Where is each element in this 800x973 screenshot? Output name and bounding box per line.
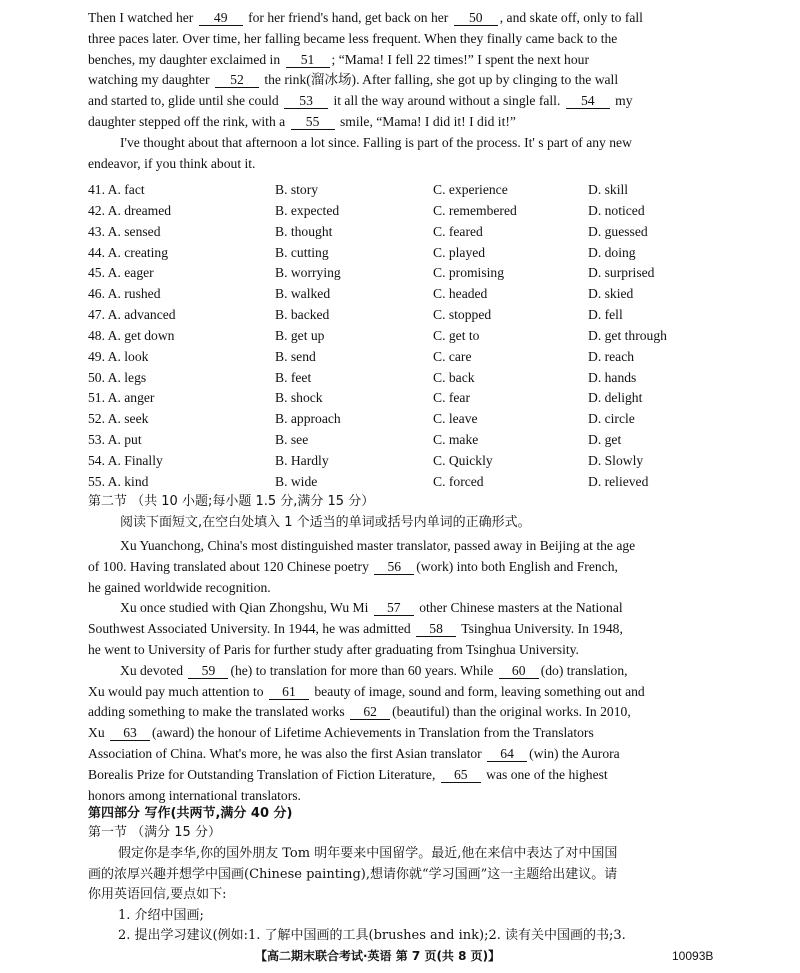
option-row: 47. A. advanced B. backed C. stopped D. fell [88,307,623,323]
passage-line: adding something to make the translated works 62 (beautiful) than the original works. In 2010, [88,704,631,720]
footer-code: 10093B [672,949,714,963]
grammar-passage [88,536,712,806]
passage-line: honors among international translators. [88,787,301,803]
page-footer [0,946,800,966]
option-row: 41. A. fact B. story C. experience D. skill [88,182,629,197]
blank-60: 60 [499,663,539,679]
option-row: 50. A. legs B. feet C. back D. hands [88,369,637,385]
cloze-passage-continuation [88,8,712,174]
option-row: 53. A. put B. see C. make D. get [88,432,622,448]
passage-line: watching my daughter 52 the rink(溜冰场). After falling, she got up by clinging to the wall [88,72,619,88]
section-2-instruction: 阅读下面短文,在空白处填入 1 个适当的单词或括号内单词的正确形式。 [120,515,531,530]
passage-line: endeavor, if you think about it. [88,155,256,171]
writing-prompt [88,844,712,947]
passage-line: Xu 63 (award) the honour of Lifetime Achievements in Translation from the Translators [88,725,594,741]
option-row: 51. A. anger B. shock C. fear D. delight [88,390,643,406]
option-row: 43. A. sensed B. thought C. feared D. guessed [88,223,648,239]
passage-line: daughter stepped off the rink, with a 55 smile, “Mama! I did it! I did it!” [88,113,516,129]
blank-51: 51 [286,52,330,68]
passage-line: Then I watched her 49 for her friend's hand, get back on her 50 , and skate off, only to fall [88,10,643,25]
part-4-section-1-heading: 第一节 （满分 15 分） [88,825,221,840]
option-row: 54. A. Finally B. Hardly C. Quickly D. Slowly [88,452,644,468]
prompt-line: 你用英语回信,要点如下: [88,887,227,902]
blank-57: 57 [374,600,414,616]
passage-line: three paces later. Over time, her falling became less frequent. When they finally came back to the [88,30,618,46]
passage-line: benches, my daughter exclaimed in 51 ; “Mama! I fell 22 times!” I spent the next hour [88,51,589,67]
passage-line: Southwest Associated University. In 1944, he was admitted 58 Tsinghua University. In 1948, [88,621,623,637]
blank-61: 61 [269,684,309,700]
prompt-line: 假定你是李华,你的国外朋友 Tom 明年要来中国留学。最近,他在来信中表达了对中国国 [118,846,618,861]
passage-line: Xu devoted 59 (he) to translation for more than 60 years. While 60 (do) translation, [120,662,628,678]
blank-62: 62 [350,704,390,720]
blank-56: 56 [374,559,414,575]
option-row: 55. A. kind B. wide C. forced D. relieved [88,473,649,489]
blank-49: 49 [199,10,243,26]
blank-55: 55 [291,114,335,130]
passage-line: Xu Yuanchong, China's most distinguished master translator, passed away in Beijing at the age [120,538,636,553]
passage-line: Borealis Prize for Outstanding Translation of Fiction Literature, 65 was one of the highest [88,766,608,782]
passage-line: Xu once studied with Qian Zhongshu, Wu Mi 57 other Chinese masters at the National [120,600,623,616]
footer-title: 【高二期末联合考试·英语 第 7 页(共 8 页)】 [255,949,501,963]
passage-line: Association of China. What's more, he was also the first Asian translator 64 (win) the Aurora [88,745,620,761]
option-row: 48. A. get down B. get up C. get to D. get through [88,327,667,343]
passage-line: he went to University of Paris for further study after graduating from Tsinghua University. [88,641,579,657]
prompt-line: 画的浓厚兴趣并想学中国画(Chinese painting),想请你就“学习国画”这一主题给出建议。请 [88,866,618,882]
passage-line: of 100. Having translated about 120 Chinese poetry 56 (work) into both English and French, [88,558,618,574]
option-row: 44. A. creating B. cutting C. played D. doing [88,244,636,260]
blank-64: 64 [487,746,527,762]
option-row: 42. A. dreamed B. expected C. remembered D. noticed [88,202,645,218]
option-row: 52. A. seek B. approach C. leave D. circle [88,411,635,427]
passage-line: and started to, glide until she could 53 it all the way around without a single fall. 54 my [88,93,633,109]
passage-line: he gained worldwide recognition. [88,579,271,595]
blank-58: 58 [416,621,456,637]
options-list [88,180,712,493]
blank-59: 59 [188,663,228,679]
blank-63: 63 [110,725,150,741]
part-4-heading: 第四部分 写作(共两节,满分 40 分) [88,806,293,821]
option-row: 46. A. rushed B. walked C. headed D. skied [88,286,634,302]
passage-line: I've thought about that afternoon a lot since. Falling is part of the process. It' s part of any new [120,134,632,150]
prompt-point: 1. 介绍中国画; [118,907,204,923]
blank-65: 65 [441,767,481,783]
section-2-heading: 第二节 （共 10 小题;每小题 1.5 分,满分 15 分） [88,494,375,509]
prompt-point: 2. 提出学习建议(例如:1. 了解中国画的工具(brushes and ink);2. 读有关中国画的书;3. [118,928,626,943]
blank-50: 50 [454,10,498,26]
option-row: 45. A. eager B. worrying C. promising D. surprised [88,265,655,281]
passage-line: Xu would pay much attention to 61 beauty of image, sound and form, leaving something out and [88,683,645,699]
blank-52: 52 [215,72,259,88]
blank-54: 54 [566,93,610,109]
option-row: 49. A. look B. send C. care D. reach [88,348,635,364]
blank-53: 53 [284,93,328,109]
